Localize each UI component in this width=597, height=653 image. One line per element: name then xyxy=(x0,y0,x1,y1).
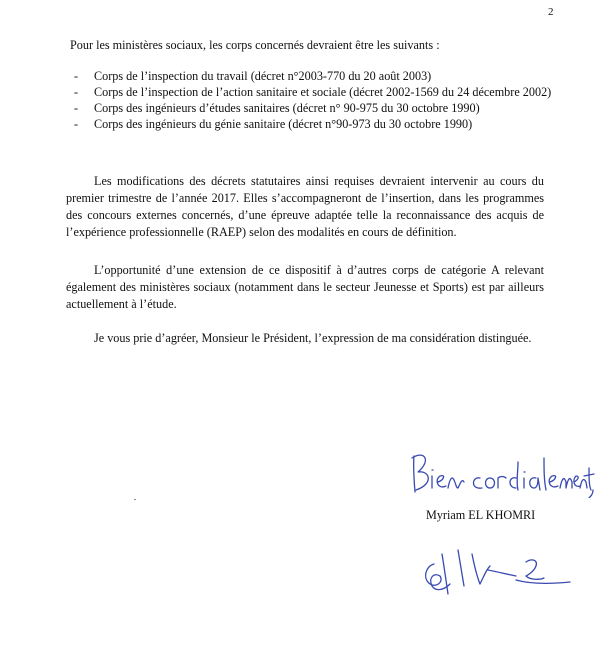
list-item xyxy=(66,117,560,133)
list-dash: - xyxy=(74,117,79,131)
list-dash: - xyxy=(74,69,79,83)
scan-speck xyxy=(134,499,136,500)
page-number: 2 xyxy=(548,6,554,18)
handwritten-closing xyxy=(410,448,595,498)
list-item xyxy=(66,101,560,117)
paragraph-decrees: Les modifications des décrets statutaires ainsi requises devraient intervenir au cours du premier trimestre de l’année 2017. Elles s’accompagneront de l’insertion, dans les programmes des concours externes concernés, d’une épreuve adaptée telle la reconnaissance des acquis de l’expérience professionnelle (RAEP) selon des modalités en cours de définition. xyxy=(66,174,544,239)
paragraph-extension: L’opportunité d’une extension de ce dispositif à d’autres corps de catégorie A relevant également des ministères sociaux (notamment dans le secteur Jeunesse et Sports) est par ailleurs actuellement à l’étude. xyxy=(66,263,544,311)
signature xyxy=(420,546,580,596)
list-item-text: Corps de l’inspection de l’action sanitaire et sociale (décret 2002-1569 du 24 décembre 2002) xyxy=(94,85,552,99)
list-item xyxy=(66,85,560,101)
list-item-text: Corps des ingénieurs du génie sanitaire (décret n°90-973 du 30 octobre 1990) xyxy=(94,117,473,131)
paragraph-salutation: Je vous prie d’agréer, Monsieur le Président, l’expression de ma considération distinguée. xyxy=(94,331,532,345)
list-item-text: Corps de l’inspection du travail (décret n°2003-770 du 20 août 2003) xyxy=(94,69,432,83)
list-item-text: Corps des ingénieurs d’études sanitaires (décret n° 90-975 du 30 octobre 1990) xyxy=(94,101,480,115)
list-item xyxy=(66,69,560,85)
corps-list xyxy=(66,69,560,133)
intro-line: Pour les ministères sociaux, les corps concernés devraient être les suivants : xyxy=(70,38,440,52)
list-dash: - xyxy=(74,101,79,115)
signatory-name: Myriam EL KHOMRI xyxy=(426,508,536,522)
list-dash: - xyxy=(74,85,79,99)
